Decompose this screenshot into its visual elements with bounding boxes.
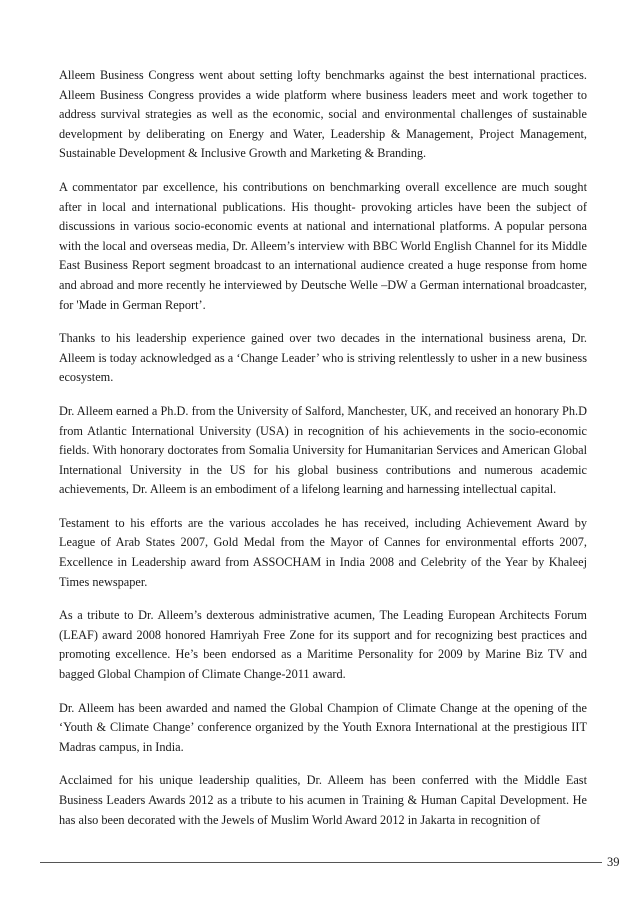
body-text (59, 66, 587, 844)
footer-divider (40, 862, 602, 863)
paragraph-commentator: A commentator par excellence, his contributions on benchmarking overall excellence are much sought after in local and international publications. His thought- provoking articles have been the subject of discussions in various socio-economic events at national and international platforms. A popular persona with the local and overseas media, Dr. Alleem’s interview with BBC World English Channel for its Middle East Business Report segment broadcast to an international audience created a huge response from home and abroad and more recently he interviewed by Deutsche Welle –DW a German international broadcaster, for 'Made in German Report’. (59, 179, 587, 312)
paragraph-leadership-awards: Acclaimed for his unique leadership qualities, Dr. Alleem has been conferred with the Middle East Business Leaders Awards 2012 as a tribute to his acumen in Training & Human Capital Development. He has also been decorated with the Jewels of Muslim World Award 2012 in Jakarta in recognition of (59, 773, 587, 827)
paragraph-change-leader: Thanks to his leadership experience gained over two decades in the international business arena, Dr. Alleem is today acknowledged as a ‘Change Leader’ who is striving relentlessly to usher in a new business ecosystem. (59, 331, 587, 385)
paragraph-business-congress: Alleem Business Congress went about setting lofty benchmarks against the best international practices. Alleem Business Congress provides a wide platform where business leaders meet and work together to address survival strategies as well as the economic, social and environmental challenges of sustainable development by deliberating on Energy and Water, Leadership & Management, Project Management, Sustainable Development & Inclusive Growth and Marketing & Branding. (59, 68, 587, 161)
paragraph-accolades: Testament to his efforts are the various accolades he has received, including Achievement Award by League of Arab States 2007, Gold Medal from the Mayor of Cannes for environmental efforts 2007, Excellence in Leadership award from ASSOCHAM in India 2008 and Celebrity of the Year by Khaleej Times newspaper. (59, 515, 587, 589)
paragraph-climate-champion: Dr. Alleem has been awarded and named the Global Champion of Climate Change at the opening of the ‘Youth & Climate Change’ conference organized by the Youth Exnora International at the prestigious IIT Madras campus, in India. (59, 700, 587, 754)
paragraph-education: Dr. Alleem earned a Ph.D. from the University of Salford, Manchester, UK, and received an honorary Ph.D from Atlantic International University (USA) in recognition of his achievements in the socio-economic fields. With honorary doctorates from Somalia University for Humanitarian Services and American Global International University in the US for his global business contributions and numerous academic achievements, Dr. Alleem is an embodiment of a lifelong learning and harnessing intellectual capital. (59, 403, 587, 497)
paragraph-leaf-award: As a tribute to Dr. Alleem’s dexterous administrative acumen, The Leading European Architects Forum (LEAF) award 2008 honored Hamriyah Free Zone for its support and for recognizing best practices and promoting excellence. He’s been endorsed as a Maritime Personality for 2009 by Marine Biz TV and bagged Global Champion of Climate Change-2011 award. (59, 608, 587, 682)
page-number: 39 (607, 855, 620, 869)
